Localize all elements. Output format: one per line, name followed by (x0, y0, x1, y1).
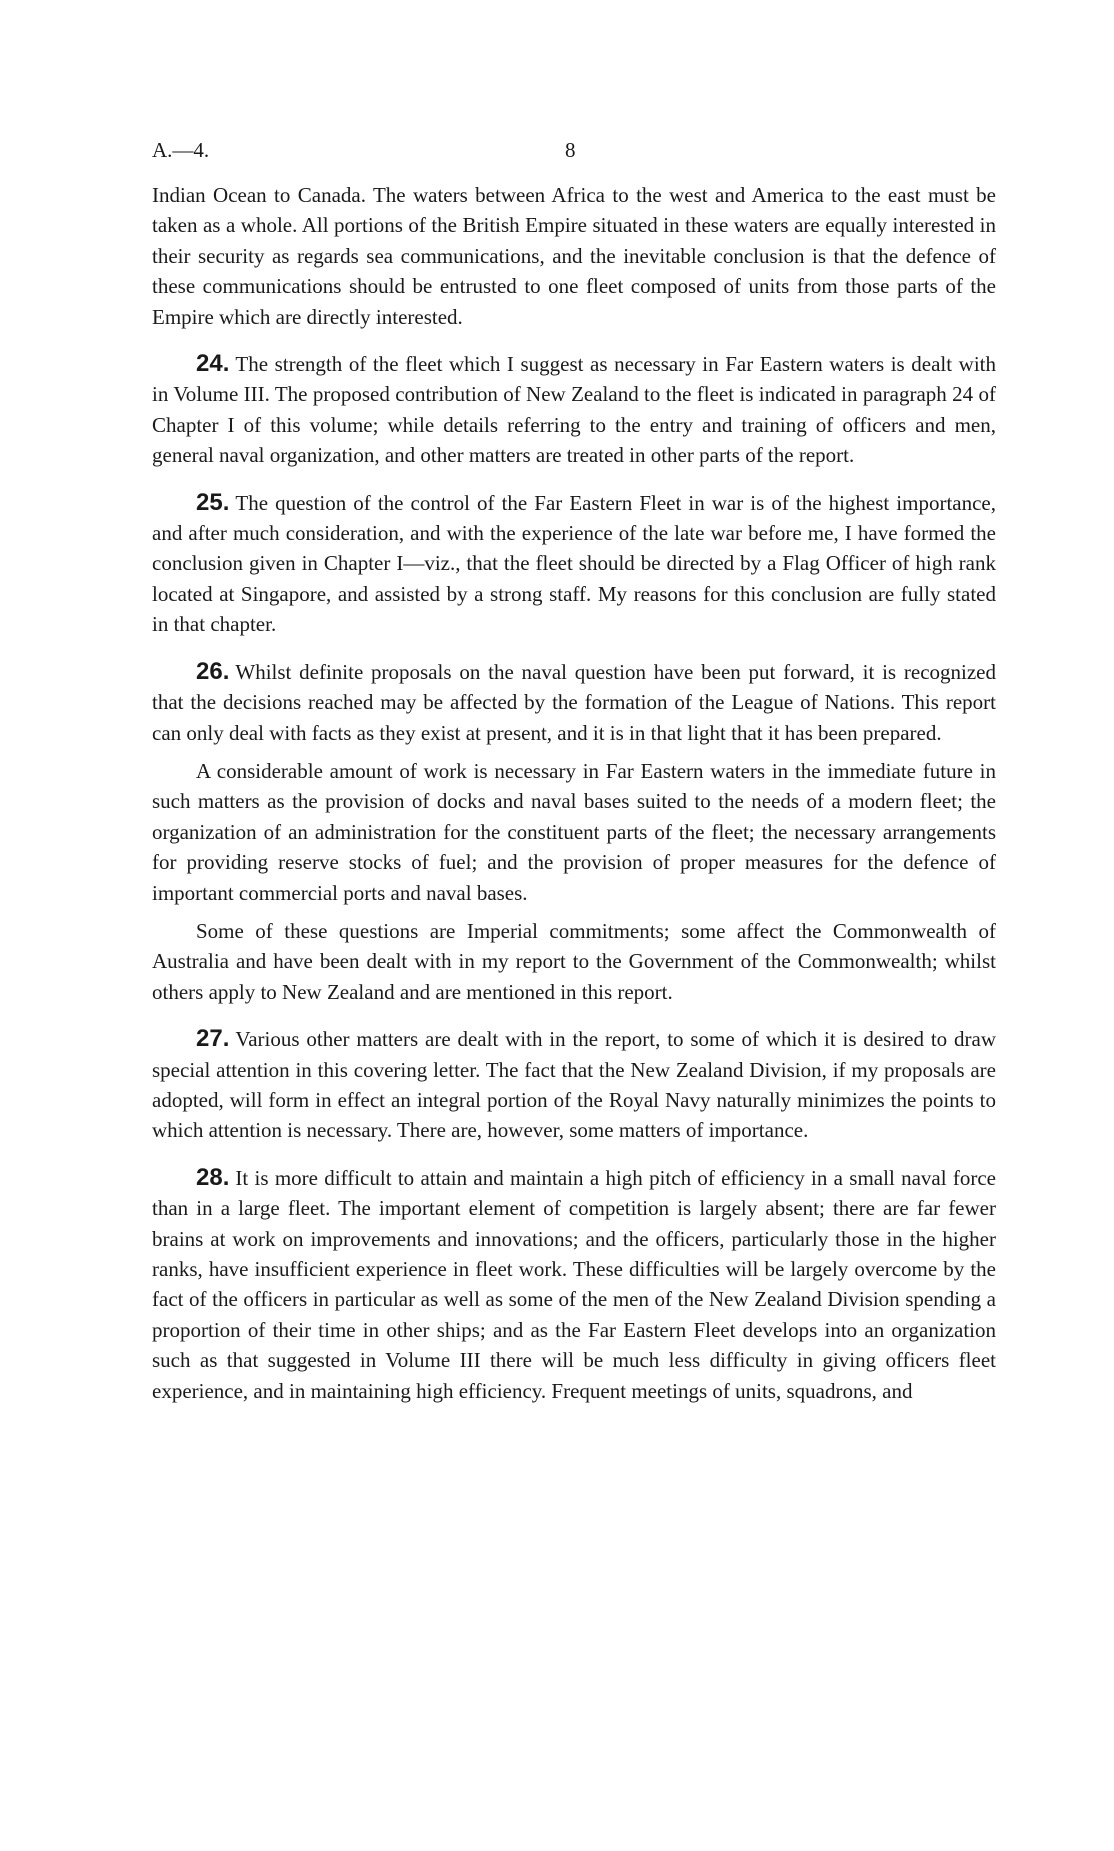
page-header (152, 138, 996, 168)
document-code: A.—4. (152, 138, 210, 162)
document-body (152, 180, 996, 1406)
paragraph-number: 25. (196, 488, 230, 516)
paragraph-text: The strength of the fleet which I suggest as necessary in Far Eastern waters is dealt with in Volume III. The proposed contribution of New Zealand to the fleet is indicated in paragraph 24 of Chapter I of this volume; while details referring to the entry and training of officers and men, general naval organization, and other matters are treated in other parts of the report. (152, 352, 996, 468)
paragraph-26-continued-1 (152, 756, 996, 908)
paragraph-25 (152, 488, 996, 640)
paragraph-text: Whilst definite proposals on the naval question have been put forward, it is recognized that the decisions reached may be affected by the formation of the League of Nations. This report can only deal with facts as they exist at present, and it is in that light that it has been prepared. (152, 659, 996, 745)
paragraph-text: Some of these questions are Imperial commitments; some affect the Commonwealth of Australia and have been dealt with in my report to the Government of the Commonwealth; whilst others apply to New Zealand and are mentioned in this report. (152, 918, 996, 1004)
paragraph-text: The question of the control of the Far Eastern Fleet in war is of the highest importance, and after much consideration, and with the experience of the late war before me, I have formed the conclusion given in Chapter I—viz., that the fleet should be directed by a Flag Officer of high rank located at Singapore, and assisted by a strong staff. My reasons for this conclusion are fully stated in that chapter. (152, 490, 996, 637)
paragraph-number: 27. (196, 1025, 230, 1053)
paragraph-26-continued-2 (152, 916, 996, 1007)
paragraph-text: Various other matters are dealt with in the report, to some of which it is desired to draw special attention in this covering letter. The fact that the New Zealand Division, if my proposals are adopted, will form in effect an integral portion of the Royal Navy naturally minimizes the points to which attention is necessary. There are, however, some matters of importance. (152, 1027, 996, 1143)
paragraph-28 (152, 1163, 996, 1406)
paragraph-27 (152, 1024, 996, 1146)
paragraph-number: 26. (196, 657, 230, 685)
paragraph-number: 28. (196, 1163, 230, 1191)
page-number: 8 (565, 138, 576, 162)
paragraph-text: It is more difficult to attain and maintain a high pitch of efficiency in a small naval force than in a large fleet. The important element of competition is largely absent; there are far fewer brains at work on improvements and innovations; and the officers, particularly those in the higher ranks, have insufficient experience in fleet work. These difficulties will be largely overcome by the fact of the officers in particular as well as some of the men of the New Zealand Division spending a proportion of their time in other ships; and as the Far Eastern Fleet develops into an organization such as that suggested in Volume III there will be much less difficulty in giving officers fleet experience, and in maintaining high efficiency. Frequent meetings of units, squadrons, and (152, 1165, 996, 1403)
paragraph-24 (152, 349, 996, 471)
paragraph-number: 24. (196, 350, 230, 378)
paragraph-26 (152, 657, 996, 748)
intro-paragraph: Indian Ocean to Canada. The waters between Africa to the west and America to the east must be taken as a whole. All portions of the British Empire situated in these waters are equally interested in their security as regards sea communications, and the inevitable conclusion is that the defence of these communications should be entrusted to one fleet composed of units from those parts of the Empire which are directly interested. (152, 183, 996, 329)
paragraph-text: A considerable amount of work is necessary in Far Eastern waters in the immediate future in such matters as the provision of docks and naval bases suited to the needs of a modern fleet; the organization of an administration for the constituent parts of the fleet; the necessary arrangements for providing reserve stocks of fuel; and the provision of proper measures for the defence of important commercial ports and naval bases. (152, 758, 996, 905)
